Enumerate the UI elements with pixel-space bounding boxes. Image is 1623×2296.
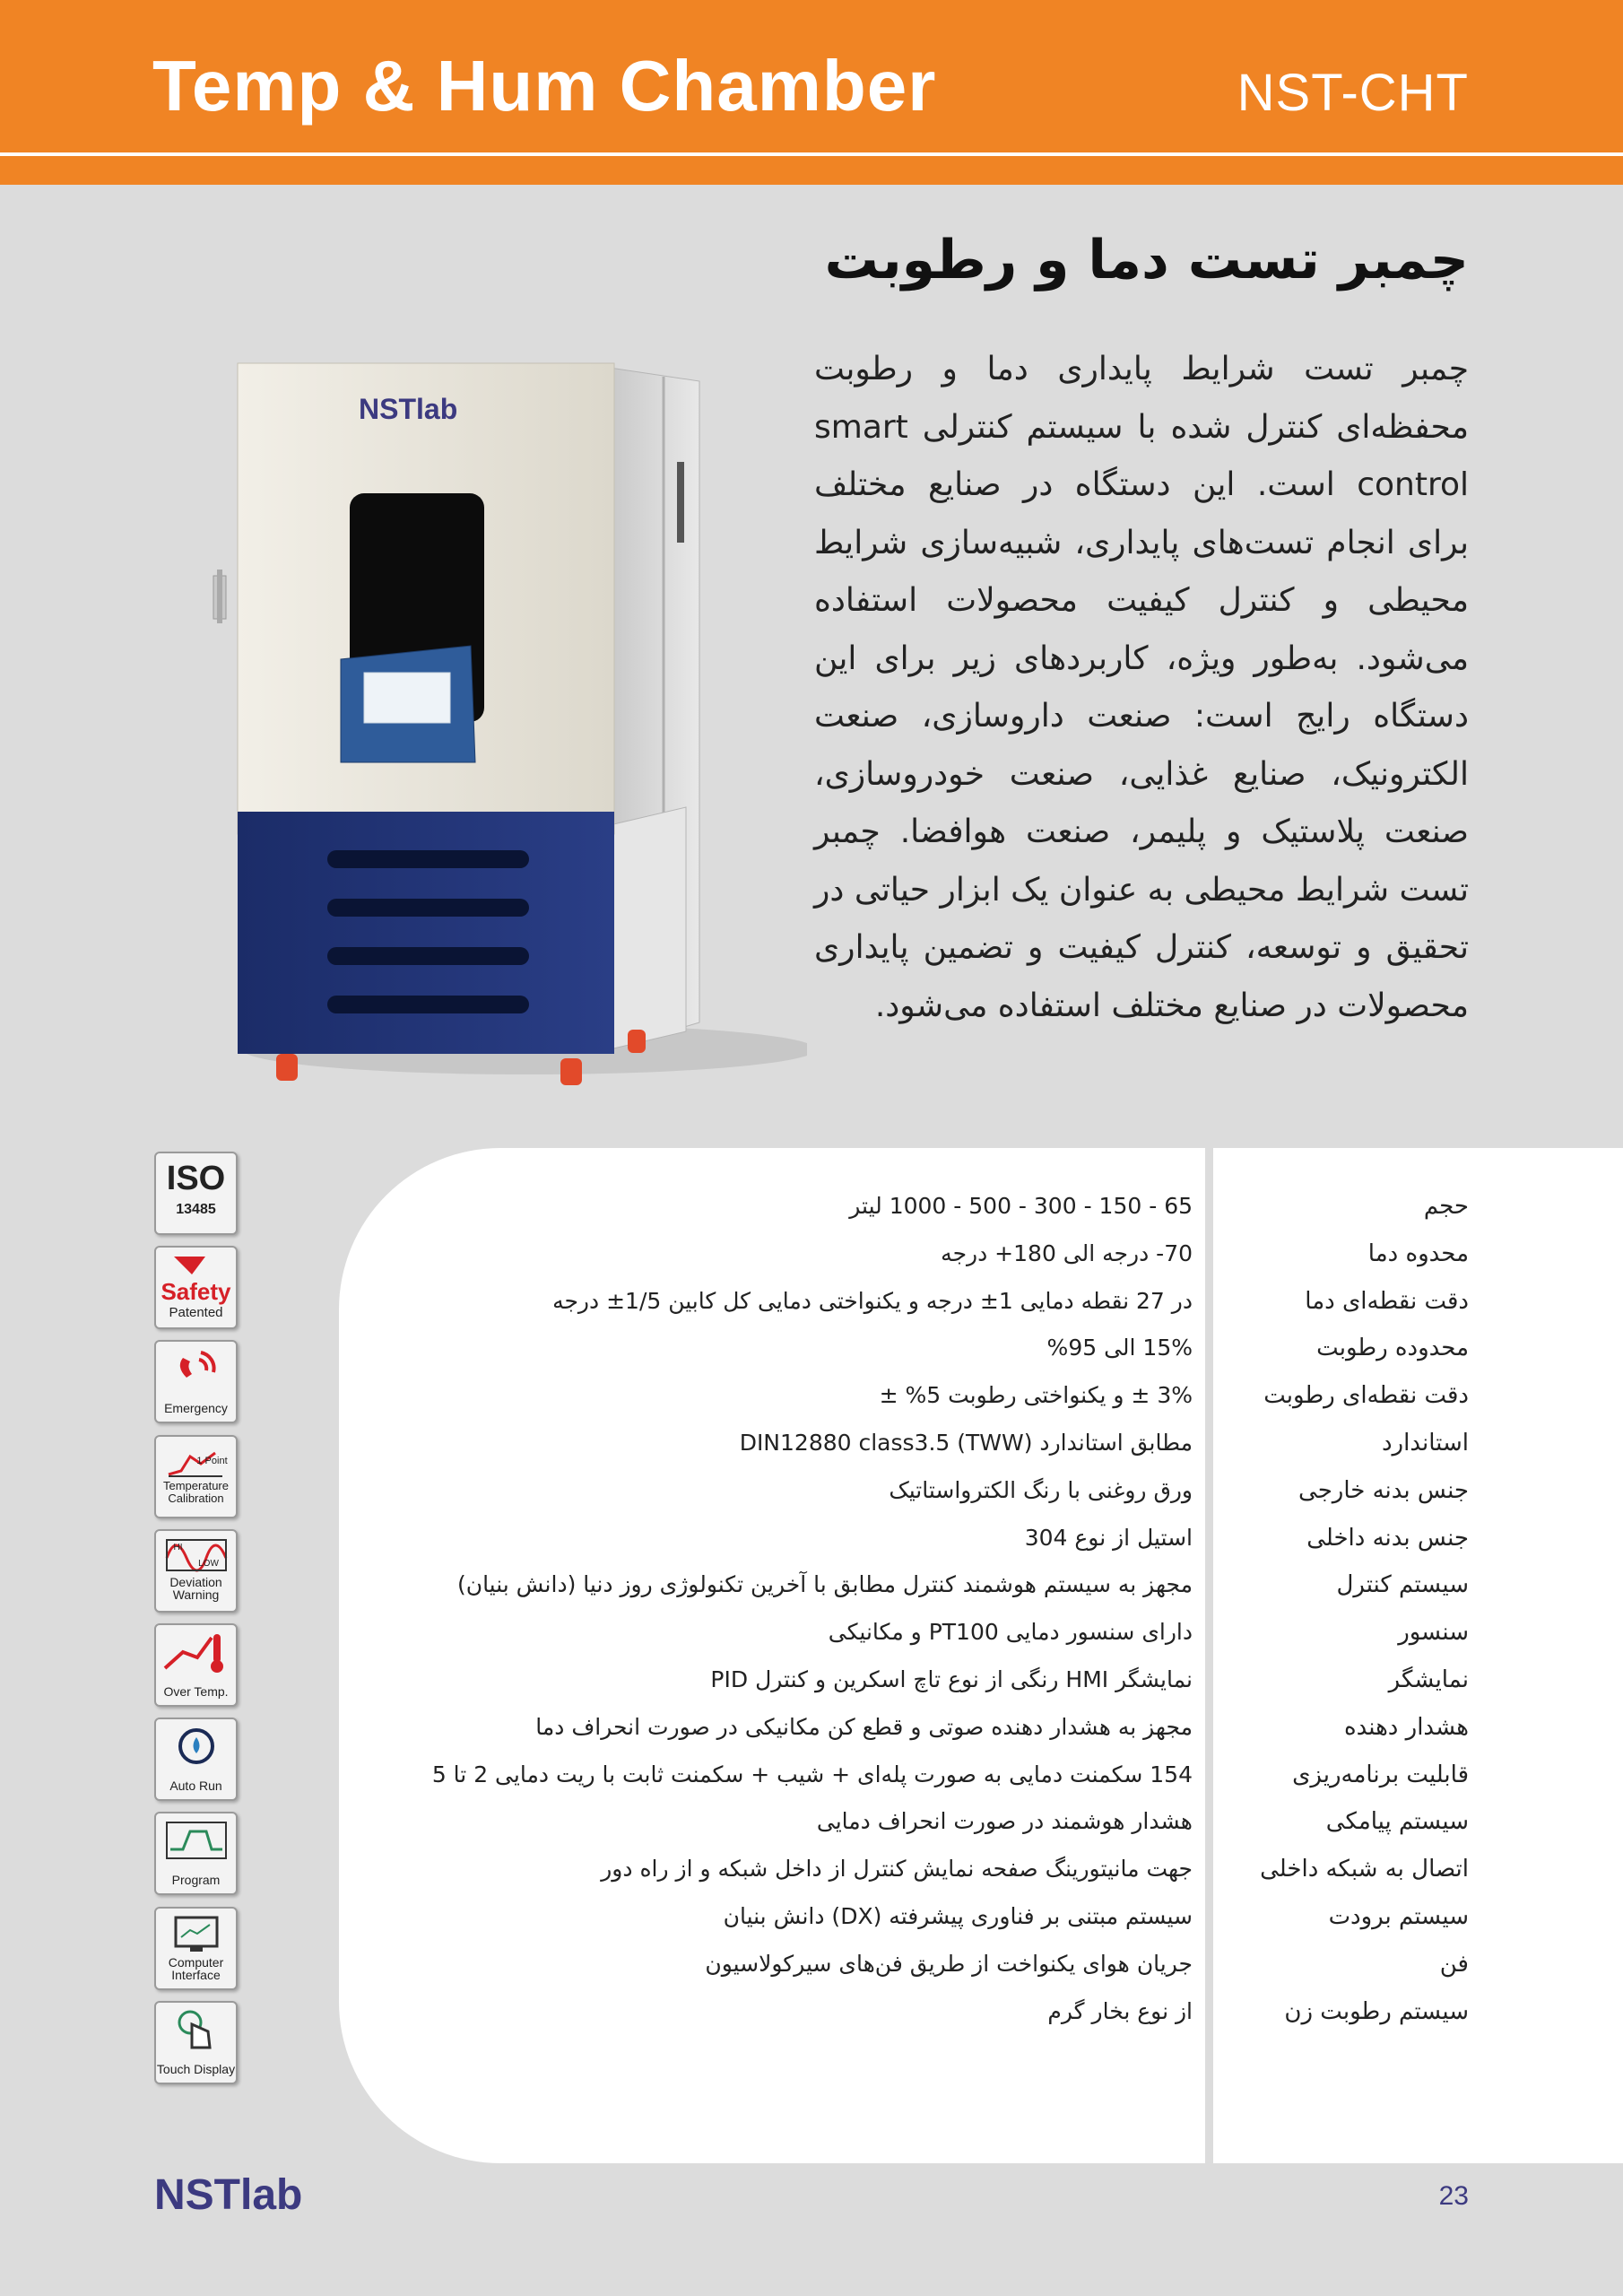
product-title: چمبر تست دما و رطوبت (824, 229, 1469, 291)
footer-logo (154, 2170, 302, 2220)
icon-caption: Temperature (163, 1479, 229, 1492)
spec-value: 70- درجه الی 180+ درجه (941, 1240, 1193, 1266)
spec-value: مطابق استاندارد DIN12880 class3.5 (TWW) (739, 1430, 1193, 1456)
spec-value: جریان هوای یکنواخت از طریق فن‌های سیرکولاسیون (705, 1951, 1193, 1977)
spec-value: مجهز به سیستم هوشمند کنترل مطابق با آخرین تکنولوژی روز دنیا (دانش بنیان) (456, 1571, 1193, 1597)
spec-label: دقت نقطه‌ای دما (1305, 1288, 1469, 1315)
spec-value: سیستم مبتنی بر فناوری پیشرفته (DX) دانش بنیان (723, 1903, 1193, 1929)
over-temp-icon (154, 1623, 238, 1707)
icon-caption: Touch Display (156, 2062, 236, 2076)
safety-patented-icon (154, 1246, 238, 1329)
spec-label: سنسور (1398, 1619, 1469, 1646)
icon-caption: Warning (172, 1587, 220, 1602)
spec-label: سیستم رطوبت زن (1284, 1998, 1469, 2025)
spec-label: محدوده رطوبت (1316, 1335, 1469, 1361)
spec-value: 3% ± و یکنواختی رطوبت 5% ± (879, 1382, 1193, 1408)
icon-caption: Interface (171, 1968, 221, 1982)
icon-caption: 1 Point (196, 1456, 228, 1466)
icon-caption: HI (173, 1543, 183, 1552)
spec-value: مجهز به هشدار دهنده صوتی و قطع کن مکانیکی در صورت انحراف دما (535, 1714, 1193, 1740)
spec-label: سیستم پیامکی (1325, 1808, 1469, 1835)
chamber-image (197, 341, 807, 1103)
spec-value: ورق روغنی با رنگ الکترواستاتیک (889, 1477, 1193, 1503)
spec-label: هشدار دهنده (1343, 1714, 1469, 1741)
spec-value: از نوع بخار گرم (1047, 1998, 1193, 2024)
icon-caption: Auto Run (169, 1779, 222, 1793)
icon-caption: 13485 (176, 1202, 216, 1217)
iso-13485-icon (154, 1152, 238, 1235)
header-title: Temp & Hum Chamber (152, 46, 937, 126)
page-number: 23 (1438, 2181, 1469, 2211)
spec-value: استیل از نوع 304 (1024, 1525, 1193, 1551)
icon-caption: Calibration (168, 1492, 224, 1505)
icon-caption: LOW (198, 1559, 219, 1569)
touch-display-icon (154, 2001, 238, 2084)
icon-caption: ISO (166, 1160, 226, 1197)
spec-value: 154 سکمنت دمایی به صورت پله‌ای + شیب + سکمنت ثابت با ریت دمایی 2 تا 5 (431, 1761, 1193, 1787)
icon-caption: Deviation (169, 1575, 222, 1589)
spec-value: در 27 نقطه دمایی 1± درجه و یکنواختی دمایی کل کابین 1/5± درجه (552, 1288, 1193, 1314)
spec-value: 15% الی 95% (1046, 1335, 1193, 1361)
icon-caption: Program (171, 1873, 221, 1887)
spec-value: جهت مانیتورینگ صفحه نمایش کنترل از داخل شبکه و از راه دور (601, 1856, 1193, 1882)
header-model: NST-CHT (1237, 64, 1469, 122)
chamber-logo: NSTlab (359, 393, 458, 425)
spec-label: جنس بدنه خارجی (1298, 1477, 1469, 1504)
spec-label: استاندارد (1381, 1430, 1469, 1457)
header-stripe (0, 152, 1623, 156)
spec-label: فن (1439, 1951, 1469, 1978)
spec-value: دارای سنسور دمایی PT100 و مکانیکی (828, 1619, 1193, 1645)
auto-run-icon (154, 1718, 238, 1801)
icon-caption: Safety (161, 1278, 231, 1305)
spec-label: اتصال به شبکه داخلی (1260, 1856, 1469, 1883)
spec-value: هشدار هوشمند در صورت انحراف دمایی (816, 1808, 1193, 1834)
page-header (0, 0, 1623, 185)
icon-caption: Patented (169, 1305, 223, 1320)
program-icon (154, 1812, 238, 1895)
temperature-calibration-icon (154, 1435, 238, 1518)
footer-logo-text: NSTlab (154, 2171, 303, 2219)
spec-value: نمایشگر HMI رنگی از نوع تاچ اسکرین و کنترل PID (710, 1666, 1193, 1692)
spec-label: دقت نقطه‌ای رطوبت (1263, 1382, 1469, 1409)
computer-interface-icon (154, 1907, 238, 1990)
icon-caption: Computer (168, 1955, 224, 1970)
spec-label: سیستم برودت (1328, 1903, 1469, 1930)
icon-caption: Emergency (164, 1401, 228, 1415)
spec-label: نمایشگر (1388, 1666, 1469, 1693)
deviation-warning-icon (154, 1529, 238, 1613)
spec-label: قابلیت برنامه‌ریزی (1292, 1761, 1469, 1788)
emergency-icon (154, 1340, 238, 1423)
spec-label: جنس بدنه داخلی (1306, 1525, 1469, 1552)
spec-value: 65 - 150 - 300 - 500 - 1000 لیتر (849, 1193, 1193, 1219)
spec-label: حجم (1423, 1193, 1469, 1220)
spec-label: سیستم کنترل (1336, 1571, 1469, 1598)
specs-divider (1205, 1148, 1213, 2163)
icon-caption: Over Temp. (163, 1684, 229, 1699)
spec-label: محدوه دما (1367, 1240, 1469, 1267)
product-description: چمبر تست شرایط پایداری دما و رطوبت محفظه‌ای کنترل شده با سیستم کنترلی smart control است. این دستگاه در صنایع مختلف برای انجام تست‌های پایداری، شبیه‌سازی شرایط محیطی و کنترل کیفیت محصولات استفاده می‌شود. به‌طور ویژه، کاربردهای زیر برای این دستگاه رایج است: صنعت داروسازی، صنعت الکترونیک، صنایع غذایی، صنعت خودروسازی، صنعت پلاستیک و پلیمر، صنعت هوافضا. چمبر تست شرایط محیطی به عنوان یک ابزار حیاتی در تحقیق و توسعه، کنترل کیفیت و تضمین پایداری محصولات در صنایع مختلف استفاده می‌شود. (814, 351, 1469, 1024)
